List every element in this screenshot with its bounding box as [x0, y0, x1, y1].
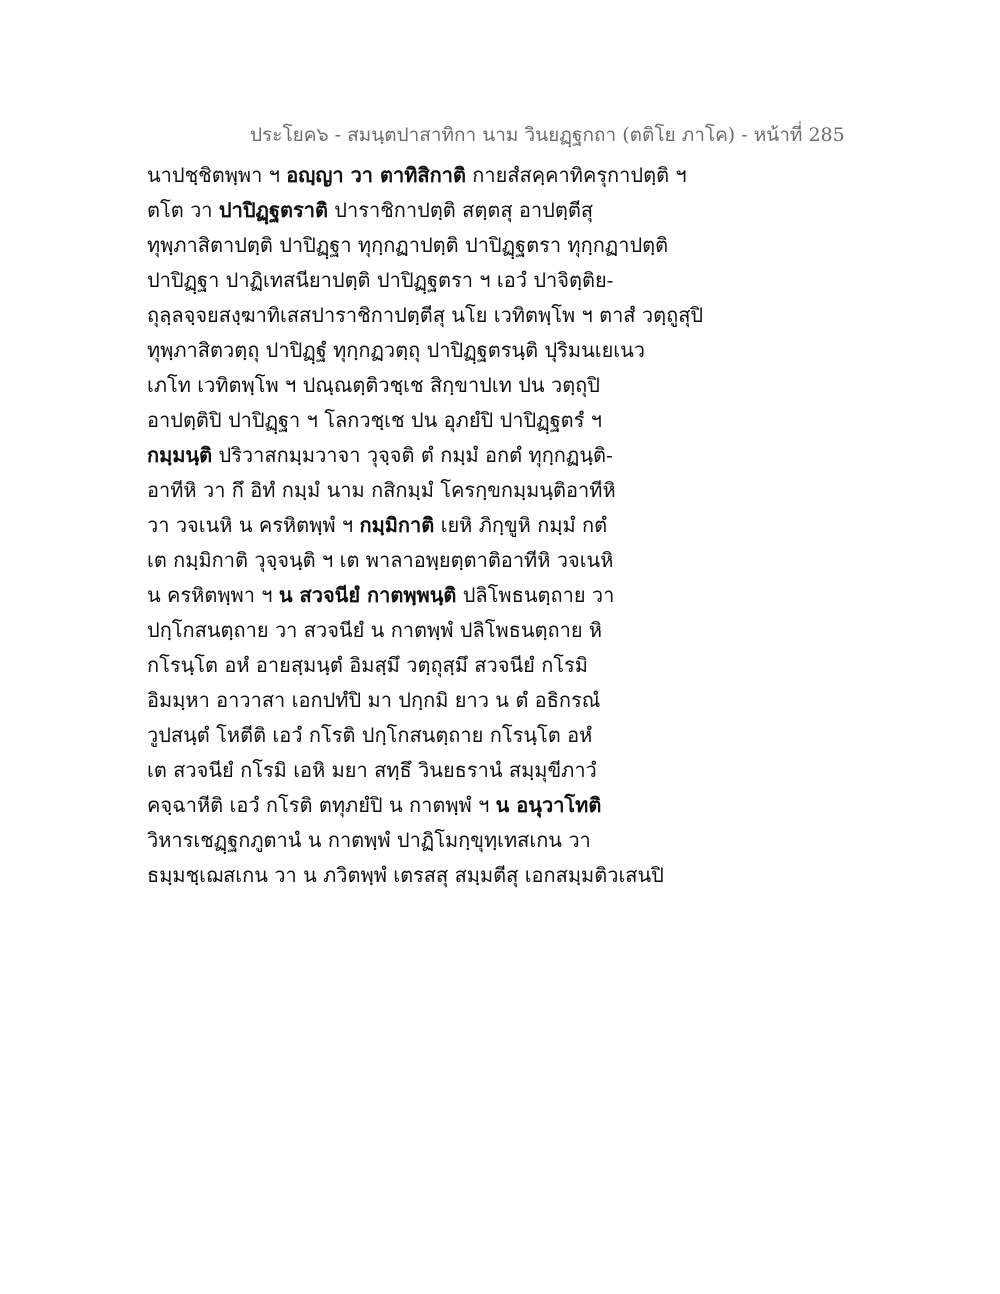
text-segment: ปลิโพธนตฺถาย วา [456, 583, 615, 607]
text-segment: ธมฺมชฺเฌสเกน วา น ภวิตพฺพํ เตรสสุ สมฺมตีสุ เอกสมฺมติวเสนปิ [147, 863, 664, 887]
text-segment: น ครหิตพฺพา ฯ [147, 583, 279, 607]
text-segment: วูปสนฺตํ โหตีติ เอวํ กโรติ ปกฺโกสนตฺถาย กโรนฺโต อหํ [147, 723, 593, 747]
text-segment: วิหารเชฏฺฐกภูตานํ น กาตพฺพํ ปาฏิโมกฺขุทฺเทสเกน วา [147, 828, 591, 852]
text-segment: อาปตฺติปิ ปาปิฏฺฐา ฯ โลกวชฺเช ปน อุภยํปิ ปาปิฏฺฐตรํ ฯ [147, 408, 602, 432]
text-segment: กโรนฺโต อหํ อายสฺมนฺตํ อิมสฺมึ วตฺถุสฺมึ สวจนียํ กโรมิ [147, 653, 588, 677]
text-segment: ปาราชิกาปตฺติ สตฺตสุ อาปตฺตีสุ [327, 198, 594, 222]
text-segment: คจฺฉาหีติ เอวํ กโรติ ตทุภยํปิ น กาตพฺพํ ฯ [147, 793, 496, 817]
text-segment: ปกฺโกสนตฺถาย วา สวจนียํ น กาตพฺพํ ปลิโพธนตฺถาย หิ [147, 618, 603, 642]
text-line [147, 753, 707, 788]
text-segment: ปาปิฏฺฐา ปาฏิเทสนียาปตฺติ ปาปิฏฺฐตรา ฯ เอวํ ปาจิตฺติย- [147, 268, 614, 292]
text-line [147, 193, 707, 228]
bold-term: น อนุวาโทติ [495, 793, 602, 817]
text-line [147, 578, 707, 613]
text-line [147, 263, 707, 298]
text-line [147, 403, 707, 438]
text-segment: ถุลฺลจฺจยสงฺฆาทิเสสปาราชิกาปตฺตีสุ นโย เวทิตพฺโพ ฯ ตาสํ วตฺถูสุปิ [147, 303, 704, 327]
bold-term: ปาปิฏฺฐตราติ [218, 198, 328, 222]
text-segment: กายสํสคฺคาทิครุกาปตฺติ ฯ [465, 163, 687, 187]
text-segment: นาปชฺชิตพฺพา ฯ [147, 163, 287, 187]
text-segment: อาทีหิ วา กึ อิทํ กมฺมํ นาม กสิกมฺมํ โครกฺขกมฺมนฺติอาทีหิ [147, 478, 616, 502]
bold-term: กมฺมนฺติ [147, 443, 213, 467]
text-segment: ทุพฺภาสิตวตฺถุ ปาปิฏฺฐํ ทุกฺกฏวตฺถุ ปาปิฏฺฐตรนฺติ ปุริมนเยเนว [147, 338, 646, 362]
text-line [147, 228, 707, 263]
text-segment: เยหิ ภิกฺขูหิ กมฺมํ กตํ [434, 513, 608, 537]
text-line [147, 158, 707, 193]
page-header: ประโยค๖ - สมนฺตปาสาทิกา นาม วินยฏฺฐกถา (ตติโย ภาโค) - หน้าที่ 285 [250, 124, 845, 146]
text-line [147, 438, 707, 473]
text-line [147, 508, 707, 543]
bold-term: กมฺมิกาติ [359, 513, 435, 537]
text-segment: ตโต วา [147, 198, 219, 222]
text-segment: ทุพฺภาสิตาปตฺติ ปาปิฏฺฐา ทุกฺกฏาปตฺติ ปาปิฏฺฐตรา ทุกฺกฏาปตฺติ [147, 233, 669, 257]
text-line [147, 858, 707, 893]
text-line [147, 613, 707, 648]
text-line [147, 298, 707, 333]
text-line [147, 368, 707, 403]
text-segment: วา วจเนหิ น ครหิตพฺพํ ฯ [147, 513, 360, 537]
text-line [147, 788, 707, 823]
bold-term: อญฺญา วา ตาทิสิกาติ [286, 163, 466, 187]
text-line [147, 683, 707, 718]
text-segment: ปริวาสกมฺมวาจา วุจฺจติ ตํ กมฺมํ อกตํ ทุกฺกฏนฺติ- [212, 443, 613, 467]
text-line [147, 333, 707, 368]
text-line [147, 543, 707, 578]
text-segment: เภโท เวทิตพฺโพ ฯ ปณฺณตฺติวชฺเช สิกฺขาปเท ปน วตฺถุปิ [147, 373, 600, 397]
bold-term: น สวจนียํ กาตพฺพนฺติ [278, 583, 457, 607]
text-line [147, 473, 707, 508]
text-segment: เต กมฺมิกาติ วุจฺจนฺติ ฯ เต พาลาอพฺยตฺตาติอาทีหิ วจเนหิ [147, 548, 614, 572]
document-body [147, 158, 707, 893]
text-line [147, 823, 707, 858]
text-line [147, 648, 707, 683]
text-segment: อิมมฺหา อาวาสา เอกปทํปิ มา ปกฺกมิ ยาว น ตํ อธิกรณํ [147, 688, 601, 712]
text-segment: เต สวจนียํ กโรมิ เอหิ มยา สทฺธึ วินยธรานํ สมฺมุขีภาวํ [147, 758, 597, 782]
text-line [147, 718, 707, 753]
